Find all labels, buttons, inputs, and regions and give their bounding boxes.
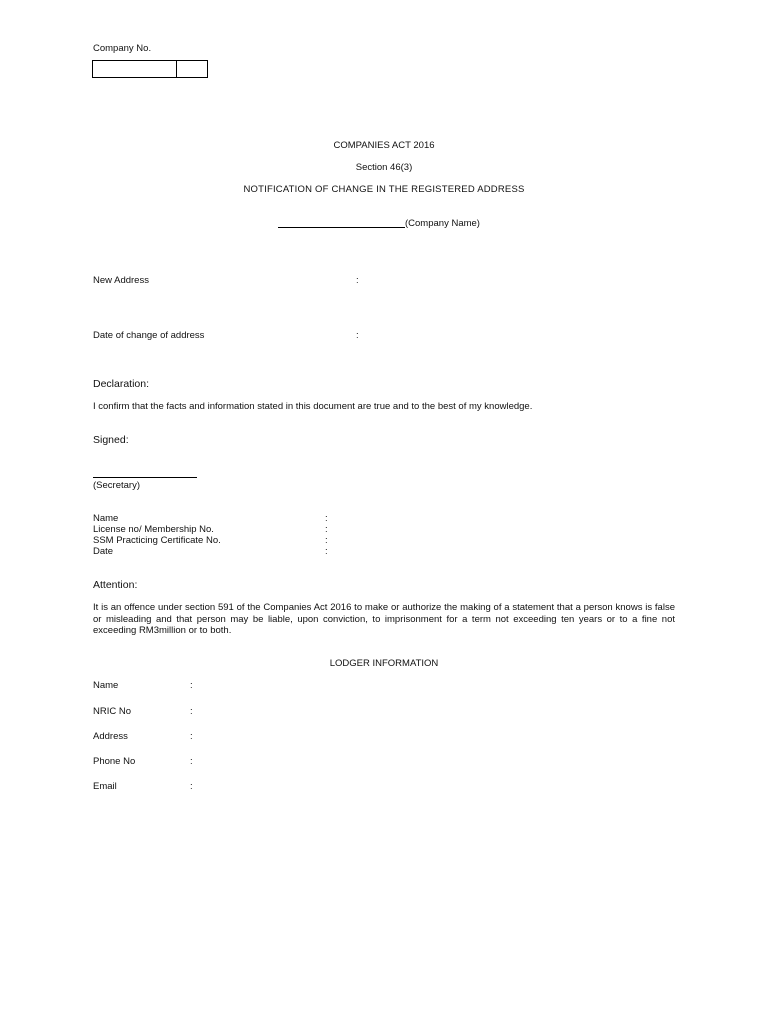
company-name-label: (Company Name) — [405, 218, 480, 229]
lodger-nric-label: NRIC No — [93, 706, 132, 717]
company-name-line[interactable] — [278, 227, 405, 228]
secretary-label: (Secretary) — [93, 480, 140, 491]
new-address-colon: : — [356, 275, 359, 286]
lodger-email-label: Email — [93, 781, 117, 792]
lodger-name-label: Name — [93, 680, 119, 691]
lodger-phone-colon: : — [190, 756, 193, 767]
lodger-heading: LODGER INFORMATION — [329, 658, 439, 669]
colon: : — [325, 513, 328, 524]
section-title: Section 46(3) — [355, 162, 413, 173]
attention-text: It is an offence under section 591 of the Companies Act 2016 to make or authorize the making of a statement that a person knows is false or misleading and that person may be liable, upon conviction, to imprisonment for a term not exceeding ten years or to a fine not exceeding RM3million or to both. — [93, 602, 675, 636]
colon: : — [325, 524, 328, 535]
lodger-address-label: Address — [93, 731, 128, 742]
lodger-nric-colon: : — [190, 706, 193, 717]
new-address-label: New Address — [93, 275, 149, 286]
act-title: COMPANIES ACT 2016 — [333, 140, 435, 151]
colon: : — [325, 535, 328, 546]
notification-title: NOTIFICATION OF CHANGE IN THE REGISTERED ADDRESS — [243, 184, 525, 195]
secretary-name-label: Name — [93, 513, 119, 524]
company-no-box[interactable] — [92, 60, 178, 78]
attention-heading: Attention: — [93, 579, 138, 591]
lodger-email-colon: : — [190, 781, 193, 792]
lodger-address-colon: : — [190, 731, 193, 742]
company-no-suffix-box[interactable] — [176, 60, 208, 78]
secretary-license-label: License no/ Membership No. — [93, 524, 214, 535]
secretary-date-label: Date — [93, 546, 114, 557]
secretary-ssm-label: SSM Practicing Certificate No. — [93, 535, 221, 546]
lodger-phone-label: Phone No — [93, 756, 136, 767]
declaration-heading: Declaration: — [93, 378, 150, 390]
secretary-details-colons — [325, 513, 328, 557]
lodger-name-colon: : — [190, 680, 193, 691]
date-change-label: Date of change of address — [93, 330, 205, 341]
signature-line[interactable] — [93, 477, 197, 478]
signed-label: Signed: — [93, 434, 129, 446]
declaration-text: I confirm that the facts and information stated in this document are true and to the best of my knowledge. — [93, 401, 533, 412]
date-change-colon: : — [356, 330, 359, 341]
colon: : — [325, 546, 328, 557]
secretary-details-labels — [93, 513, 221, 557]
company-no-label: Company No. — [93, 43, 152, 54]
